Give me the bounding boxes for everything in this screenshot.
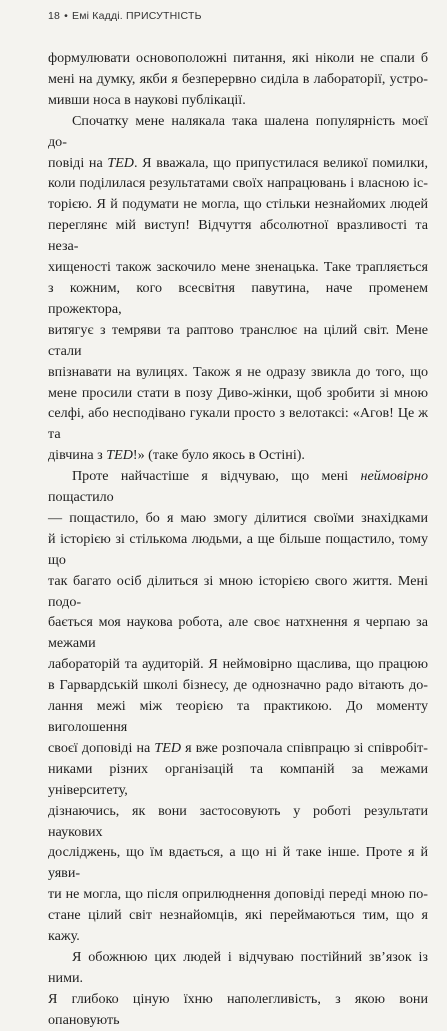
text-line: ти не могла, що після оприлюднення доповіді переді мною по- [48, 886, 428, 903]
page-number: 18 [48, 10, 61, 22]
text-line: й історією зі стількома людьми, а ще більше пощастило, тому що [48, 530, 428, 568]
text-line: Проте найчастіше я відчуваю, що мені неймовірно пощастило [48, 468, 428, 506]
text-line: торією. Я й подумати не могла, що стільки незнайомих людей [48, 196, 428, 213]
running-head [48, 10, 202, 22]
text-line: бається моя наукова робота, але своє натхнення я черпаю за межами [48, 614, 428, 652]
text-line: лання межі між теорією та практикою. До моменту виголошення [48, 698, 428, 735]
running-title: Емі Кадді. ПРИСУТНІСТЬ [71, 10, 202, 22]
text-line: витягує з темряви та раптово транслює на цілий світ. Мене стали [48, 321, 428, 359]
header-bullet: • [64, 10, 68, 22]
text-line: лабораторій та аудиторій. Я неймовірно щаслива, що працюю [48, 656, 428, 673]
text-line: з кожним, кого всесвітня павутина, наче променем прожектора, [48, 279, 428, 317]
text-line: мене просили стати в позу Диво-жінки, щоб зробити зі мною [48, 384, 428, 401]
text-line: в Гарвардській школі бізнесу, де однозначно радо вітають до- [48, 677, 428, 694]
text-line: переглянє мій виступ! Відчуття абсолютної вразливості та неза- [48, 217, 428, 255]
text-line: так багато осіб ділиться зі мною історією свого життя. Мені подо- [48, 572, 428, 610]
text-line: дівчина з TED!» (таке було якось в Остіні). [48, 447, 305, 464]
text-line: повіді на TED. Я вважала, що припустилася великої помилки, [48, 154, 428, 171]
text-line: стане цілий світ незнайомців, які переймаються тим, що я кажу. [48, 907, 428, 945]
text-line: Спочатку мене налякала така шалена популярність моєї до- [48, 112, 428, 150]
text-line: Я глибоко ціную їхню наполегливість, з якою вони опановують [48, 990, 428, 1028]
text-line: досліджень, що їм вдається, а що ні й таке інше. Проте я й уяви- [48, 844, 428, 882]
text-line: мені на думку, якби я безперервно сиділа в лабораторії, устро- [48, 70, 428, 87]
text-line: дізнаючись, як вони застосовують у роботі результати наукових [48, 802, 428, 840]
text-line: хищеності також заскочило мене зненацька. Таке трапляється [48, 259, 428, 276]
text-line: селфі, або несподівано гукали просто з велотаксі: «Агов! Це ж та [48, 405, 428, 443]
text-line: мивши носа в наукові публікації. [48, 91, 246, 108]
body-text [48, 48, 428, 1031]
text-line: — пощастило, бо я маю змогу ділитися своїми знахідками [48, 509, 428, 526]
text-line: коли поділилася результатами своїх напрацювань і власною іс- [48, 175, 428, 192]
text-line: своєї доповіді на TED я вже розпочала співпрацю зі співробіт- [48, 739, 428, 756]
text-line: формулювати основоположні питання, які ніколи не спали б [48, 50, 428, 66]
text-line: впізнавати на вулицях. Також я не одразу звикла до того, що [48, 363, 428, 380]
text-line: Я обожнюю цих людей і відчуваю постійний зв’язок із ними. [48, 948, 428, 986]
text-line: никами різних організацій та компаній за межами університету, [48, 760, 428, 798]
